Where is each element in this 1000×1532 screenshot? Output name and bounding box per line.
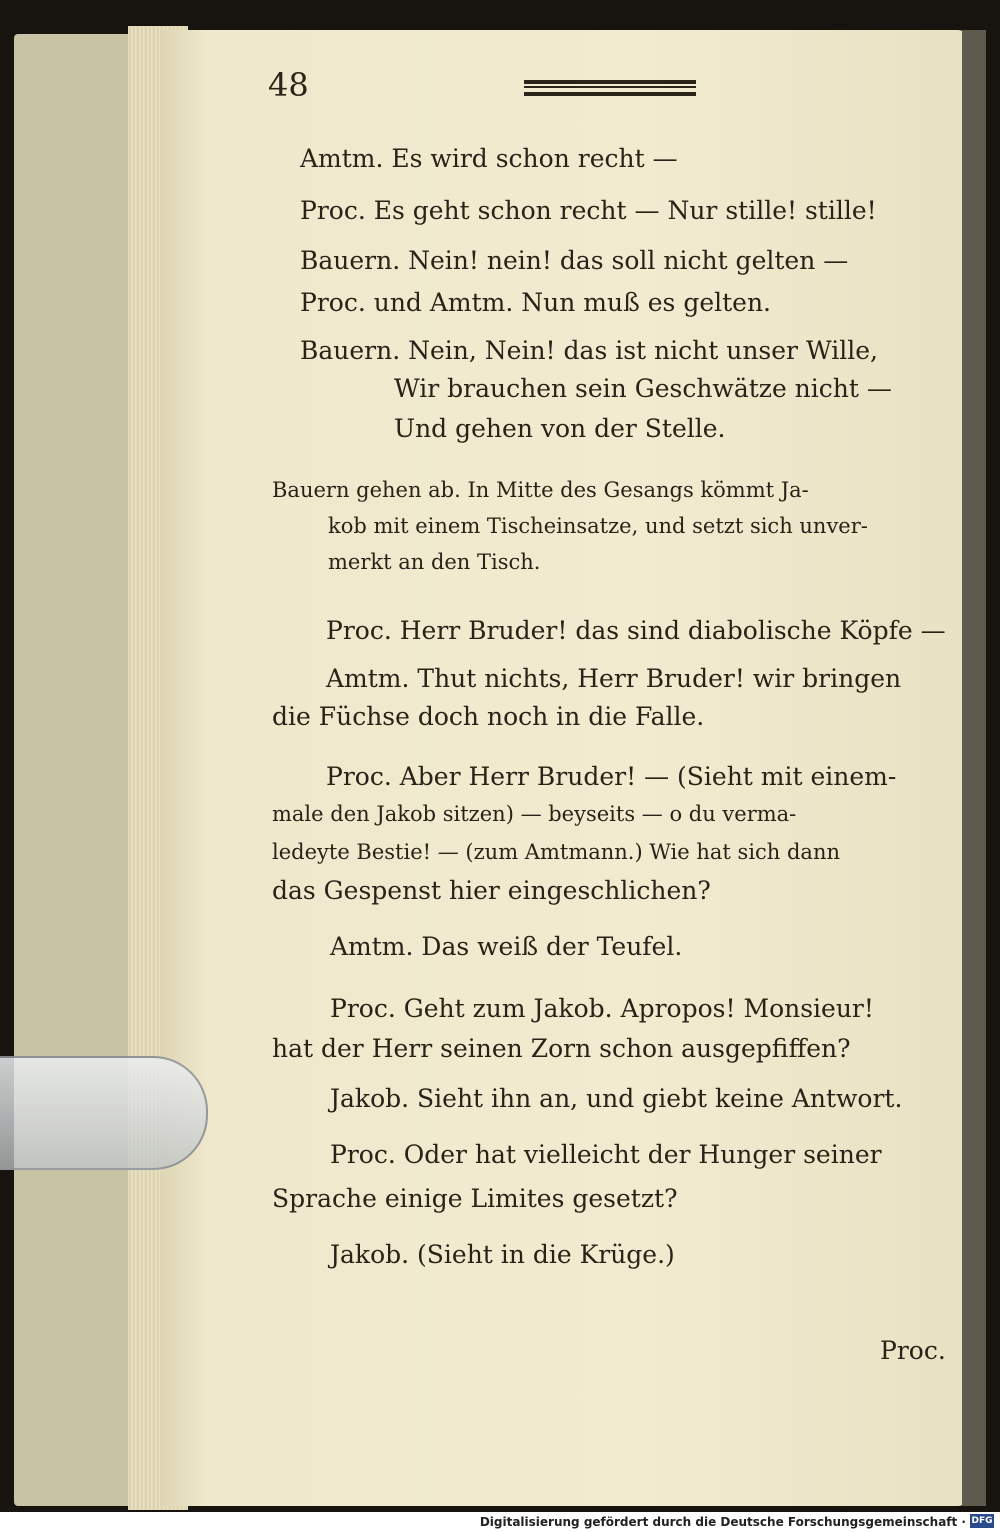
text-line: Proc. Geht zum Jakob. Apropos! Monsieur! (330, 994, 874, 1023)
text-line: Jakob. (Sieht in die Krüge.) (330, 1240, 675, 1269)
text-line: Amtm. Es wird schon recht — (300, 144, 678, 173)
text-line: die Füchse doch noch in die Falle. (272, 702, 705, 731)
catchword: Proc. (880, 1336, 946, 1365)
text-line: ledeyte Bestie! — (zum Amtmann.) Wie hat sich dann (272, 840, 841, 864)
text-line: Sprache einige Limites gesetzt? (272, 1184, 678, 1213)
text-line: Proc. Herr Bruder! das sind diabolische Köpfe — (326, 616, 946, 645)
dfg-logo: DFG (971, 1516, 993, 1526)
text-line: Proc. Aber Herr Bruder! — (Sieht mit einem- (326, 762, 897, 791)
text-line: male den Jakob sitzen) — beyseits — o du verma- (272, 802, 797, 826)
text-line: Proc. Oder hat vielleicht der Hunger seiner (330, 1140, 882, 1169)
text-line: Proc. Es geht schon recht — Nur stille! stille! (300, 196, 877, 225)
book-spine-edge (962, 30, 986, 1506)
text-line: merkt an den Tisch. (328, 550, 541, 574)
text-line: Jakob. Sieht ihn an, und giebt keine Antwort. (330, 1084, 903, 1113)
text-line: Wir brauchen sein Geschwätze nicht — (394, 374, 892, 403)
header-rule (524, 80, 696, 96)
text-line: Und gehen von der Stelle. (394, 414, 726, 443)
text-line: das Gespenst hier eingeschlichen? (272, 876, 711, 905)
text-line: hat der Herr seinen Zorn schon ausgepfiffen? (272, 1034, 851, 1063)
page-holder-clip (0, 1056, 208, 1170)
text-line: Amtm. Das weiß der Teufel. (330, 932, 683, 961)
text-line: Proc. und Amtm. Nun muß es gelten. (300, 288, 772, 317)
text-line: Bauern. Nein! nein! das soll nicht gelten — (300, 246, 849, 275)
footer-credit: Digitalisierung gefördert durch die Deutsche Forschungsgemeinschaft · (479, 1515, 966, 1529)
text-line: Bauern. Nein, Nein! das ist nicht unser Wille, (300, 336, 878, 365)
text-line: Bauern gehen ab. In Mitte des Gesangs kömmt Ja- (272, 478, 809, 502)
page-number: 48 (268, 66, 309, 104)
text-line: kob mit einem Tischeinsatze, und setzt sich unver- (328, 514, 868, 538)
text-line: Amtm. Thut nichts, Herr Bruder! wir bringen (326, 664, 902, 693)
